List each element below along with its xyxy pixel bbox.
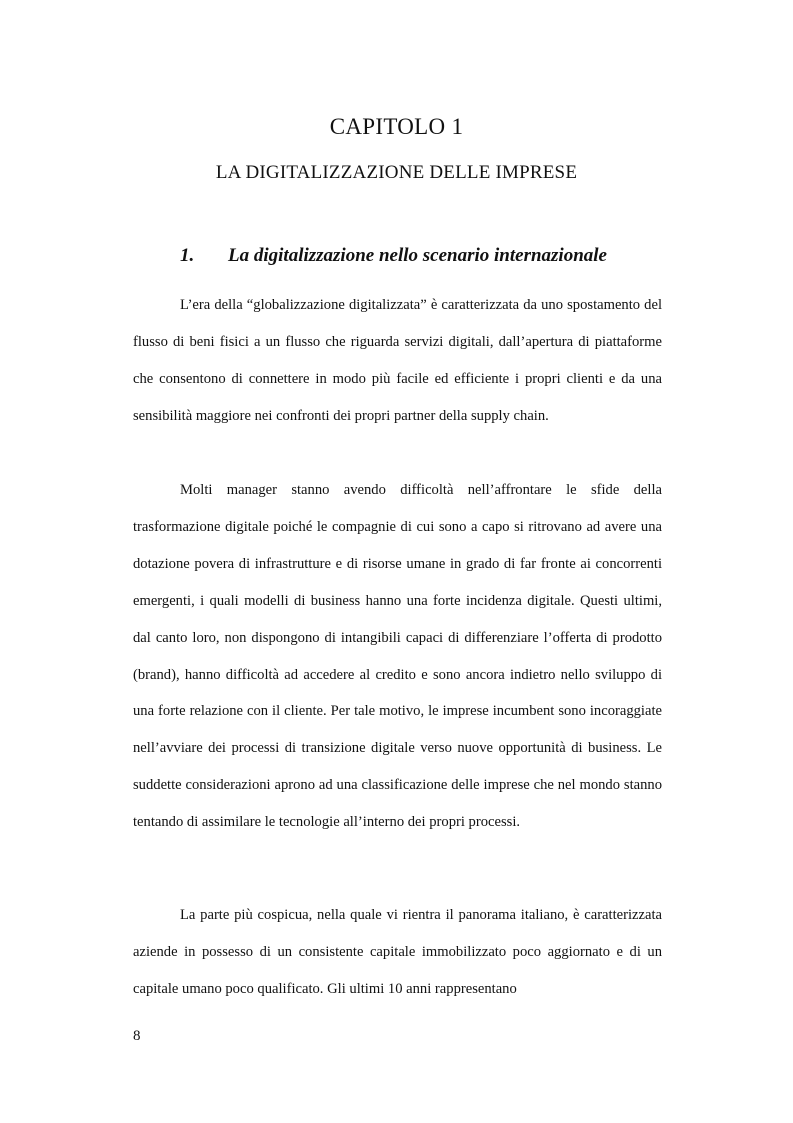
paragraph-text: L’era della “globalizzazione digitalizzata” è caratterizzata da uno spostamento del flusso di beni fisici a un flusso che riguarda servizi digitali, dall’apertura di piattaforme che consentono di connettere in modo più facile ed efficiente i propri clienti e da una sensibilità maggiore nei confronti dei propri partner della supply chain. xyxy=(133,297,662,424)
section-heading xyxy=(180,245,680,267)
body-paragraph-2 xyxy=(133,472,662,841)
body-paragraph-3 xyxy=(133,897,662,1008)
page-number: 8 xyxy=(133,1028,141,1044)
section-number: 1. xyxy=(180,245,195,266)
section-title: La digitalizzazione nello scenario internazionale xyxy=(228,245,607,266)
body-paragraph-1 xyxy=(133,287,662,435)
chapter-number: CAPITOLO 1 xyxy=(329,114,464,139)
chapter-title: LA DIGITALIZZAZIONE DELLE IMPRESE xyxy=(215,162,578,183)
paragraph-text: Molti manager stanno avendo difficoltà nell’affrontare le sfide della trasformazione digitale poiché le compagnie di cui sono a capo si ritrovano ad avere una dotazione povera di infrastrutture e di risorse umane in grado di far fronte ai concorrenti emergenti, i quali modelli di business hanno una forte incidenza digitale. Questi ultimi, dal canto loro, non dispongono di intangibili capaci di differenziare l’offerta di prodotto (brand), hanno difficoltà ad accedere al credito e sono ancora indietro nello sviluppo di una forte relazione con il cliente. Per tale motivo, le imprese incumbent sono incoraggiate nell’avviare dei processi di transizione digitale verso nuove opportunità di business. Le suddette considerazioni aprono ad una classificazione delle imprese che nel mondo stanno tentando di assimilare le tecnologie all’interno dei propri processi. xyxy=(133,482,662,831)
paragraph-text: La parte più cospicua, nella quale vi rientra il panorama italiano, è caratterizzata aziende in possesso di un consistente capitale immobilizzato poco aggiornato e di un capitale umano poco qualificato. Gli ultimi 10 anni rappresentano xyxy=(133,907,662,997)
